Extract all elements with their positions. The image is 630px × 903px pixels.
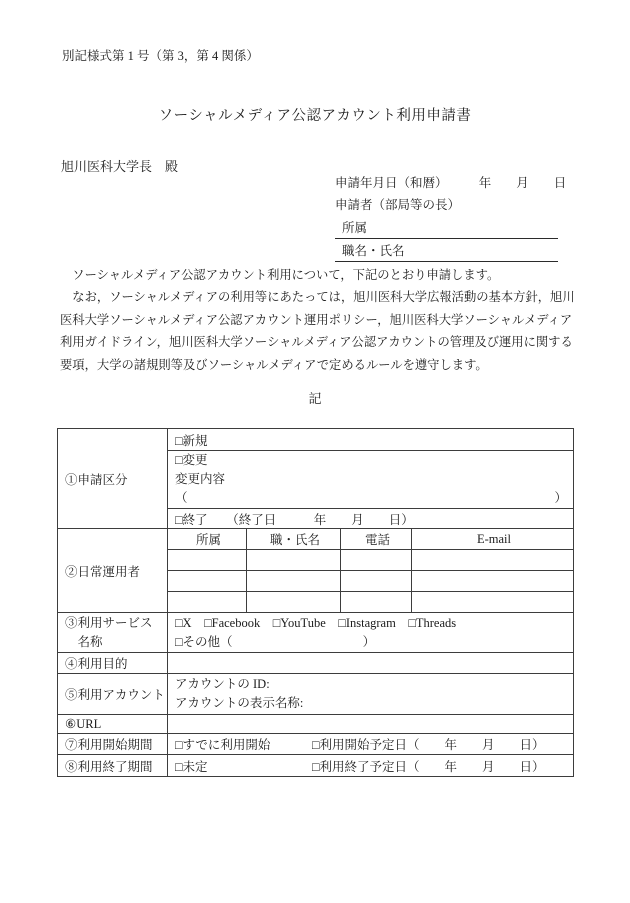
applicant-block	[335, 172, 567, 262]
cell-purpose-empty	[168, 653, 574, 674]
row-label-usage-end: ⑧利用終了期間	[58, 755, 168, 777]
operator-cell-empty	[247, 550, 341, 571]
operators-header-phone: 電話	[341, 529, 412, 550]
checkbox-option-start-date: □利用開始予定日（ 年 月 日）	[312, 738, 545, 752]
intro-line: 利用ガイドライン，旭川医科大学ソーシャルメディア公認アカウントの管理及び運用に関する	[60, 335, 573, 350]
account-id-label: アカウントの ID:	[175, 677, 270, 691]
checkbox-option-other: □その他（	[175, 634, 233, 649]
paren-open: （	[175, 491, 188, 505]
cell-service-options	[168, 613, 574, 653]
service-checkbox-options: □X □Facebook □YouTube □Instagram □Threads	[175, 615, 457, 630]
paren-close: ）	[362, 634, 376, 649]
form-number-note: 別記様式第 1 号（第 3，第 4 関係）	[62, 49, 259, 63]
application-date-line: 申請年月日（和暦） 年 月 日	[335, 176, 567, 190]
cell-change-option	[168, 451, 574, 509]
intro-line: ソーシャルメディア公認アカウント利用について，下記のとおり申請します。	[60, 268, 500, 282]
operator-cell-empty	[412, 592, 574, 613]
change-detail-blank	[175, 489, 569, 508]
service-label-line1: ③利用サービス	[65, 615, 153, 630]
operator-cell-empty	[412, 550, 574, 571]
intro-paragraph	[60, 264, 575, 376]
operator-cell-empty	[341, 592, 412, 613]
operator-cell-empty	[247, 592, 341, 613]
checkbox-option-undecided: □未定	[175, 759, 208, 774]
operator-cell-empty	[412, 571, 574, 592]
row-label-application-type: ①申請区分	[58, 429, 168, 529]
addressee-line: 旭川医科大学長 殿	[61, 159, 179, 174]
account-display-name-label: アカウントの表示名称:	[175, 696, 304, 710]
intro-line: 要項，大学の諸規則等及びソーシャルメディアで定めるルールを遵守します。	[60, 357, 488, 372]
cell-account	[168, 674, 574, 715]
row-label-url: ⑥URL	[58, 715, 168, 734]
operator-cell-empty	[247, 571, 341, 592]
operator-cell-empty	[168, 592, 247, 613]
service-other-option	[175, 633, 569, 652]
cell-url-empty	[168, 715, 574, 734]
checkbox-option-change: □変更	[175, 453, 208, 467]
operator-cell-empty	[168, 571, 247, 592]
ki-marker: 記	[308, 391, 322, 406]
row-label-service-name	[58, 613, 168, 653]
application-table	[57, 428, 574, 777]
row-label-purpose: ④利用目的	[58, 653, 168, 674]
intro-line: なお，ソーシャルメディアの利用等にあたっては，旭川医科大学広報活動の基本方針，旭川	[60, 290, 575, 305]
row-label-account: ⑤利用アカウント	[58, 674, 168, 715]
page-title: ソーシャルメディア公認アカウント利用申請書	[158, 108, 472, 124]
row-label-daily-operators: ②日常運用者	[58, 529, 168, 613]
checkbox-option-end-date: □利用終了予定日（ 年 月 日）	[312, 759, 545, 774]
operator-cell-empty	[341, 550, 412, 571]
affiliation-blank-field: 所属	[335, 217, 558, 239]
checkbox-option-already-started: □すでに利用開始	[175, 738, 271, 752]
cell-usage-end	[168, 755, 574, 777]
operators-header-title-name: 職・氏名	[247, 529, 341, 550]
service-label-line2: 名称	[65, 634, 103, 649]
checkbox-option-end: □終了 （終了日 年 月 日）	[168, 509, 574, 529]
operators-header-email: E-mail	[412, 529, 574, 550]
cell-usage-start	[168, 734, 574, 755]
checkbox-option-new: □新規	[168, 429, 574, 451]
applicant-label: 申請者（部局等の長）	[335, 198, 461, 212]
row-label-usage-start: ⑦利用開始期間	[58, 734, 168, 755]
operators-header-affiliation: 所属	[168, 529, 247, 550]
paren-close: ）	[554, 491, 567, 505]
change-detail-label: 変更内容	[175, 472, 226, 486]
title-name-blank-field: 職名・氏名	[335, 240, 558, 262]
operator-cell-empty	[168, 550, 247, 571]
intro-line: 医科大学ソーシャルメディア公認アカウント運用ポリシー，旭川医科大学ソーシャルメディア	[60, 312, 573, 327]
operator-cell-empty	[341, 571, 412, 592]
